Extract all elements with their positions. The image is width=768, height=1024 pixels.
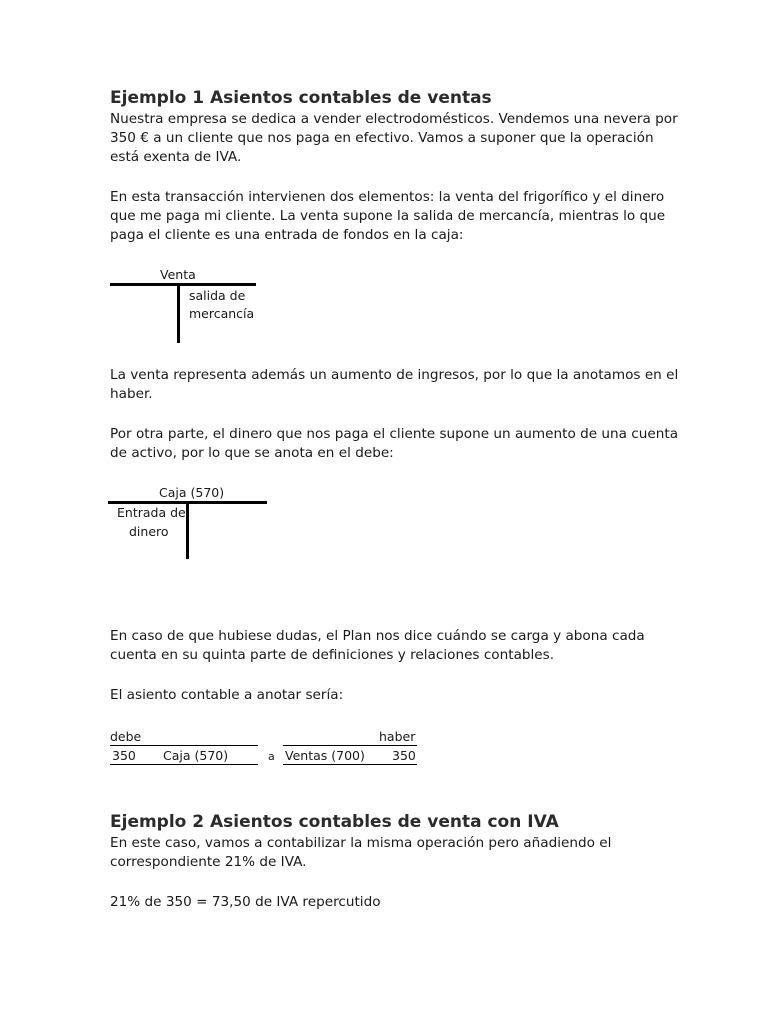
t-account-sales-title: Venta [160, 267, 196, 282]
t-account-cash-divider [186, 501, 189, 559]
journal-credit-account: Ventas (700) [285, 748, 365, 763]
example1-heading: Ejemplo 1 Asientos contables de ventas [110, 88, 492, 108]
journal-debit-amount: 350 [112, 748, 136, 763]
text-line: 21% de 350 = 73,50 de IVA repercutido [110, 894, 381, 910]
example2-intro-paragraph [110, 834, 670, 872]
journal-debit-bottom-rule [110, 764, 258, 765]
journal-credit-bottom-rule [283, 764, 417, 765]
income-note-paragraph [110, 366, 679, 404]
text-line: En caso de que hubiese dudas, el Plan nos dice cuándo se carga y abona cada [110, 628, 645, 644]
example1-intro-paragraph [110, 110, 678, 167]
t-account-cash-debe-line: dinero [129, 524, 169, 539]
journal-credit-amount: 350 [392, 748, 416, 763]
t-account-cash-debe-line: Entrada de [117, 505, 186, 520]
plan-note-paragraph [110, 627, 670, 665]
text-line: Nuestra empresa se dedica a vender electrodomésticos. Vendemos una nevera por [110, 111, 678, 127]
text-line: que me paga mi cliente. La venta supone la salida de mercancía, mientras lo que [110, 208, 666, 224]
text-line: Por otra parte, el dinero que nos paga el cliente supone un aumento de una cuenta [110, 426, 679, 442]
text-line: La venta representa además un aumento de ingresos, por lo que la anotamos en el [110, 367, 679, 383]
text-line: haber. [110, 386, 153, 402]
example2-heading: Ejemplo 2 Asientos contables de venta con IVA [110, 812, 559, 832]
t-account-sales-haber-line: salida de [189, 288, 246, 303]
asset-note-paragraph [110, 425, 679, 463]
text-line: cuenta en su quinta parte de definiciones y relaciones contables. [110, 647, 555, 663]
vat-calculation-text [110, 893, 670, 912]
text-line: En esta transacción intervienen dos elementos: la venta del frigorífico y el dinero [110, 189, 665, 205]
journal-credit-rule [283, 745, 417, 746]
text-line: correspondiente 21% de IVA. [110, 854, 307, 870]
t-account-sales-top-line [110, 283, 256, 286]
journal-debe-label: debe [110, 729, 142, 744]
entry-intro-text [110, 686, 670, 705]
journal-connector: a [268, 750, 275, 763]
journal-debit-account: Caja (570) [163, 748, 229, 763]
text-line: de activo, por lo que se anota en el debe: [110, 445, 394, 461]
t-account-sales-haber-line: mercancía [189, 306, 255, 321]
transaction-paragraph [110, 188, 670, 245]
t-account-sales-divider [177, 283, 180, 343]
t-account-cash-title: Caja (570) [159, 485, 225, 500]
text-line: En este caso, vamos a contabilizar la misma operación pero añadiendo el [110, 835, 612, 851]
text-line: está exenta de IVA. [110, 149, 242, 165]
text-line: 350 € a un cliente que nos paga en efectivo. Vamos a suponer que la operación [110, 130, 654, 146]
journal-debit-rule [110, 745, 258, 746]
text-line: paga el cliente es una entrada de fondos en la caja: [110, 227, 464, 243]
journal-haber-label: haber [379, 729, 416, 744]
text-line: El asiento contable a anotar sería: [110, 687, 344, 703]
